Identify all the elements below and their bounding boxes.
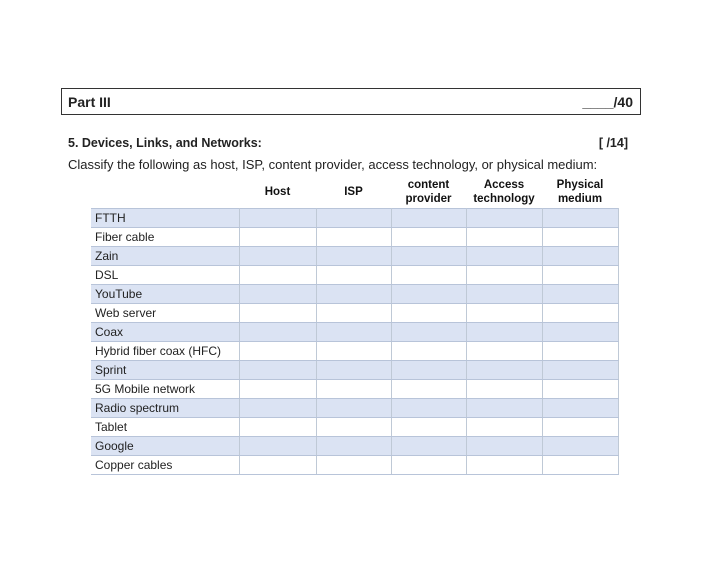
table-row [91, 228, 618, 247]
answer-cell-isp[interactable] [316, 228, 391, 247]
answer-cell-access-technology[interactable] [466, 437, 542, 456]
table-row [91, 266, 618, 285]
answer-cell-access-technology[interactable] [466, 418, 542, 437]
header-host: Host [264, 186, 291, 198]
answer-cell-content-provider[interactable] [391, 399, 466, 418]
answer-cell-isp[interactable] [316, 399, 391, 418]
answer-cell-host[interactable] [239, 209, 316, 228]
answer-cell-access-technology[interactable] [466, 399, 542, 418]
part-title: Part III [68, 93, 111, 110]
row-label: Radio spectrum [91, 399, 239, 418]
table-row [91, 437, 618, 456]
answer-cell-content-provider[interactable] [391, 266, 466, 285]
answer-cell-isp[interactable] [316, 437, 391, 456]
answer-cell-physical-medium[interactable] [542, 437, 618, 456]
question-heading-row [68, 136, 628, 150]
table-row [91, 304, 618, 323]
row-label: Coax [91, 323, 239, 342]
answer-cell-content-provider[interactable] [391, 323, 466, 342]
row-label: Tablet [91, 418, 239, 437]
answer-cell-physical-medium[interactable] [542, 247, 618, 266]
answer-cell-content-provider[interactable] [391, 285, 466, 304]
answer-cell-physical-medium[interactable] [542, 209, 618, 228]
row-label: DSL [91, 266, 239, 285]
table-row [91, 209, 618, 228]
classification-table [91, 176, 619, 475]
answer-cell-host[interactable] [239, 285, 316, 304]
answer-cell-access-technology[interactable] [466, 323, 542, 342]
table-row [91, 380, 618, 399]
table-row [91, 247, 618, 266]
table-row [91, 361, 618, 380]
answer-cell-access-technology[interactable] [466, 285, 542, 304]
answer-cell-content-provider[interactable] [391, 361, 466, 380]
answer-cell-content-provider[interactable] [391, 380, 466, 399]
answer-cell-isp[interactable] [316, 342, 391, 361]
answer-cell-host[interactable] [239, 399, 316, 418]
table-row [91, 285, 618, 304]
answer-cell-isp[interactable] [316, 266, 391, 285]
answer-cell-isp[interactable] [316, 304, 391, 323]
table-row [91, 399, 618, 418]
answer-cell-isp[interactable] [316, 380, 391, 399]
answer-cell-physical-medium[interactable] [542, 228, 618, 247]
answer-cell-content-provider[interactable] [391, 304, 466, 323]
answer-cell-access-technology[interactable] [466, 342, 542, 361]
answer-cell-host[interactable] [239, 247, 316, 266]
table-row [91, 342, 618, 361]
table-row [91, 456, 618, 475]
row-label: Fiber cable [91, 228, 239, 247]
answer-cell-content-provider[interactable] [391, 209, 466, 228]
answer-cell-isp[interactable] [316, 285, 391, 304]
answer-cell-isp[interactable] [316, 418, 391, 437]
answer-cell-host[interactable] [239, 342, 316, 361]
answer-cell-physical-medium[interactable] [542, 342, 618, 361]
header-physical-medium: Physical medium [556, 179, 604, 205]
answer-cell-access-technology[interactable] [466, 209, 542, 228]
answer-cell-physical-medium[interactable] [542, 399, 618, 418]
answer-cell-content-provider[interactable] [391, 456, 466, 475]
answer-cell-isp[interactable] [316, 456, 391, 475]
part-score: ____/40 [582, 93, 633, 110]
answer-cell-access-technology[interactable] [466, 380, 542, 399]
table-row [91, 418, 618, 437]
header-isp: ISP [344, 186, 363, 198]
answer-cell-content-provider[interactable] [391, 247, 466, 266]
answer-cell-access-technology[interactable] [466, 247, 542, 266]
row-label: Hybrid fiber coax (HFC) [91, 342, 239, 361]
answer-cell-host[interactable] [239, 418, 316, 437]
question-instruction: Classify the following as host, ISP, content provider, access technology, or physical medium: [68, 157, 598, 172]
row-label: Zain [91, 247, 239, 266]
answer-cell-host[interactable] [239, 380, 316, 399]
answer-cell-host[interactable] [239, 304, 316, 323]
answer-cell-host[interactable] [239, 323, 316, 342]
part-header-box [61, 88, 641, 115]
table-header-row [91, 176, 618, 209]
answer-cell-isp[interactable] [316, 361, 391, 380]
answer-cell-content-provider[interactable] [391, 342, 466, 361]
answer-cell-physical-medium[interactable] [542, 266, 618, 285]
answer-cell-physical-medium[interactable] [542, 456, 618, 475]
header-access-technology: Access technology [473, 179, 535, 205]
row-label: Google [91, 437, 239, 456]
row-label: YouTube [91, 285, 239, 304]
answer-cell-host[interactable] [239, 437, 316, 456]
answer-cell-host[interactable] [239, 266, 316, 285]
answer-cell-content-provider[interactable] [391, 437, 466, 456]
table-row [91, 323, 618, 342]
answer-cell-access-technology[interactable] [466, 456, 542, 475]
row-label: Sprint [91, 361, 239, 380]
row-label: Web server [91, 304, 239, 323]
question-title: 5. Devices, Links, and Networks: [68, 136, 262, 150]
answer-cell-access-technology[interactable] [466, 266, 542, 285]
header-blank [91, 176, 239, 209]
answer-cell-isp[interactable] [316, 323, 391, 342]
row-label: Copper cables [91, 456, 239, 475]
answer-cell-access-technology[interactable] [466, 361, 542, 380]
answer-cell-physical-medium[interactable] [542, 418, 618, 437]
answer-cell-isp[interactable] [316, 247, 391, 266]
answer-cell-content-provider[interactable] [391, 228, 466, 247]
answer-cell-physical-medium[interactable] [542, 304, 618, 323]
question-points: [ /14] [598, 136, 628, 150]
answer-cell-content-provider[interactable] [391, 418, 466, 437]
answer-cell-physical-medium[interactable] [542, 361, 618, 380]
answer-cell-physical-medium[interactable] [542, 323, 618, 342]
row-label: 5G Mobile network [91, 380, 239, 399]
answer-cell-isp[interactable] [316, 209, 391, 228]
answer-cell-access-technology[interactable] [466, 304, 542, 323]
answer-cell-host[interactable] [239, 361, 316, 380]
answer-cell-access-technology[interactable] [466, 228, 542, 247]
answer-cell-host[interactable] [239, 228, 316, 247]
header-content-provider: content provider [405, 179, 452, 205]
answer-cell-host[interactable] [239, 456, 316, 475]
answer-cell-physical-medium[interactable] [542, 285, 618, 304]
row-label: FTTH [91, 209, 239, 228]
answer-cell-physical-medium[interactable] [542, 380, 618, 399]
